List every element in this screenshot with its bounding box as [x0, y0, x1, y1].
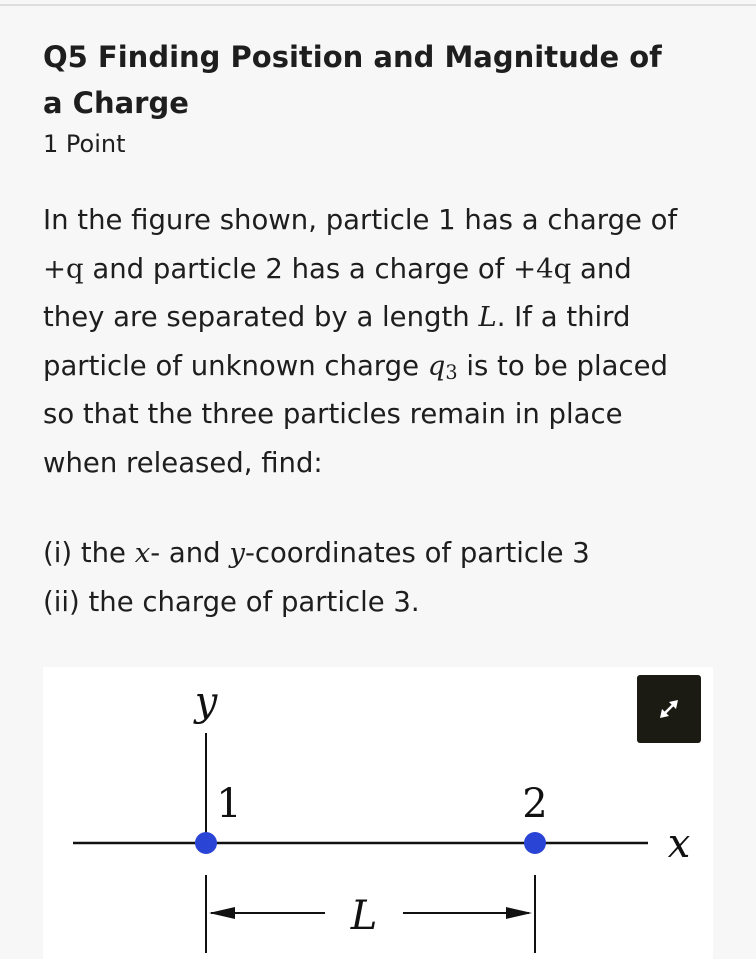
question-body [43, 196, 723, 487]
body-text-span: and [571, 252, 632, 285]
body-line-3 [43, 293, 723, 342]
subpart-i [43, 529, 723, 578]
question-figure [43, 667, 713, 959]
subpart-text: -coordinates of particle 3 [244, 537, 590, 569]
body-text-span: particle of unknown charge [43, 349, 428, 382]
length-label: L [350, 893, 378, 939]
body-line-4 [43, 342, 723, 391]
charge-q3-subscript: 3 [445, 360, 458, 384]
particle-2-label: 2 [522, 781, 548, 827]
arrowhead-left-icon [209, 907, 235, 919]
x-axis-label: x [667, 821, 691, 867]
expand-image-button[interactable] [637, 675, 701, 743]
charge-q2: +4q [513, 252, 572, 285]
charge-q1: +q [43, 252, 84, 285]
question-points: 1 Point [43, 130, 126, 158]
body-text-span: and particle 2 has a charge of [83, 252, 514, 285]
question-title: Q5 Finding Position and Magnitude of a Charge [43, 40, 662, 120]
body-text-span: is to be placed [457, 349, 668, 382]
y-symbol: y [229, 537, 245, 569]
top-divider [0, 4, 756, 6]
x-symbol: x [134, 537, 151, 569]
particle-1-label: 1 [216, 781, 242, 827]
body-text-span: they are separated by a length [43, 301, 479, 333]
question-subparts [43, 529, 723, 626]
particle-2 [524, 832, 546, 854]
body-line-2 [43, 245, 723, 294]
charges-diagram [43, 667, 713, 959]
subpart-text: (i) the [43, 537, 135, 569]
subpart-text: - and [150, 537, 230, 569]
body-line-1: In the figure shown, particle 1 has a charge of [43, 204, 678, 236]
y-axis-label: y [194, 679, 218, 725]
body-line-6: when released, find: [43, 446, 323, 479]
body-text-span: . If a third [496, 301, 631, 333]
length-symbol: L [478, 301, 497, 333]
expand-arrows-icon [654, 694, 684, 724]
subpart-ii: (ii) the charge of particle 3. [43, 585, 420, 618]
charge-q3: q [427, 349, 446, 382]
particle-1 [195, 832, 217, 854]
arrowhead-right-icon [506, 907, 532, 919]
body-line-5: so that the three particles remain in place [43, 398, 623, 430]
